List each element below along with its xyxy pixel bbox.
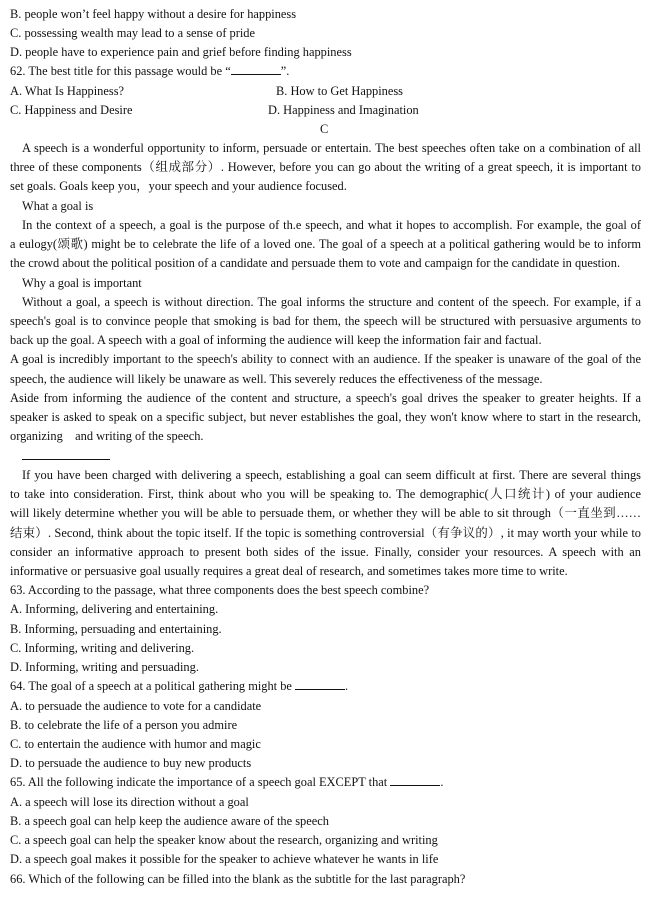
question-66: 66. Which of the following can be filled into the blank as the subtitle for the last paragraph? — [10, 872, 466, 886]
option-61-d: D. people have to experience pain and grief before finding happiness — [10, 45, 352, 59]
question-62-stem: 62. The best title for this passage would be “ — [10, 64, 231, 78]
passage-line: a eulogy(颂歌) might be to celebrate the life of a loved one. The goal of a speech at a political gathering would be to inform — [10, 237, 641, 251]
passage-line: organizing and writing of the speech. — [10, 429, 204, 443]
option-65-b: B. a speech goal can help keep the audience aware of the speech — [10, 814, 329, 828]
option-64-c: C. to entertain the audience with humor and magic — [10, 737, 261, 751]
passage-line: speaker is asked to speak on a specific subject, but never establishes the goal, they won't know where to start in the research, — [10, 410, 641, 424]
answer-blank — [231, 73, 281, 75]
passage-line: Without a goal, a speech is without direction. The goal informs the structure and content of the speech. For example, if a — [22, 295, 641, 309]
passage-line: A speech is a wonderful opportunity to inform, persuade or entertain. The best speeches often take on a combination of all — [22, 141, 641, 155]
passage-line: speech's goal is to convince people that smoking is bad for them, the speech will be structured with persuasive arguments to — [10, 314, 641, 328]
passage-line: the crowd about the political position of a candidate and persuade them to vote and campaign for the candidate in question. — [10, 256, 621, 270]
option-65-a: A. a speech will lose its direction without a goal — [10, 795, 249, 809]
passage-line: back up the goal. A speech with a goal of informing the audience will keep the information fair and factual. — [10, 333, 542, 347]
question-64-stem-end: . — [345, 679, 349, 693]
option-61-c: C. possessing wealth may lead to a sense of pride — [10, 26, 256, 40]
question-64 — [10, 677, 348, 696]
option-62-a: A. What Is Happiness? — [10, 84, 125, 98]
passage-line: set goals. Goals keep you，your speech and your audience focused. — [10, 179, 347, 193]
passage-line: consider an informative approach to present both sides of the issue. Finally, consider your resources. A speech with an — [10, 545, 641, 559]
option-63-b: B. Informing, persuading and entertaining. — [10, 622, 222, 636]
section-letter: C — [320, 122, 329, 136]
passage-line: three of these components（组成部分）. However, before you can go about the writing of a great speech, it is important to — [10, 160, 641, 174]
subtitle-blank — [22, 459, 110, 460]
option-64-d: D. to persuade the audience to buy new products — [10, 756, 252, 770]
subheading-why-a-goal-is-important: Why a goal is important — [22, 276, 142, 290]
passage-line: A goal is incredibly important to the speech's ability to connect with an audience. If the speaker is unaware of the goal of the — [10, 352, 641, 366]
question-64-stem: 64. The goal of a speech at a political gathering might be — [10, 679, 292, 693]
option-61-b: B. people won’t feel happy without a desire for happiness — [10, 7, 297, 21]
passage-line: In the context of a speech, a goal is the purpose of th.e speech, and what it hopes to accomplish. For example, the goal of — [22, 218, 641, 232]
passage-line: If you have been charged with delivering a speech, establishing a goal can seem difficult at first. There are several things — [22, 468, 641, 482]
passage-line: 结束）. Second, think about the topic itself. If the topic is something controversial（有争议的）, it may worth your while to — [10, 526, 641, 540]
question-65-stem: 65. All the following indicate the importance of a speech goal EXCEPT that — [10, 775, 388, 789]
answer-blank — [390, 784, 440, 786]
option-62-d: D. Happiness and Imagination — [268, 103, 419, 117]
passage-line: speech, the audience will likely be unaware as well. This severely reduces the effectiveness of the message. — [10, 372, 543, 386]
option-62-b: B. How to Get Happiness — [276, 84, 403, 98]
passage-line: informative or persuasive goal usually requires a great deal of research, and sometimes takes more time to write. — [10, 564, 568, 578]
option-63-d: D. Informing, writing and persuading. — [10, 660, 199, 674]
option-64-a: A. to persuade the audience to vote for a candidate — [10, 699, 262, 713]
option-63-c: C. Informing, writing and delivering. — [10, 641, 195, 655]
question-65 — [10, 773, 443, 792]
option-64-b: B. to celebrate the life of a person you admire — [10, 718, 238, 732]
option-65-c: C. a speech goal can help the speaker know about the research, organizing and writing — [10, 833, 438, 847]
passage-line: to take into consideration. First, think about who you will be speaking to. The demographic(人口统计) of your audience — [10, 487, 641, 501]
option-65-d: D. a speech goal makes it possible for the speaker to achieve whatever he wants in life — [10, 852, 439, 866]
passage-line: Aside from informing the audience of the content and structure, a speech's goal drives the speaker to greater heights. If a — [10, 391, 641, 405]
question-63: 63. According to the passage, what three components does the best speech combine? — [10, 583, 430, 597]
option-62-c: C. Happiness and Desire — [10, 103, 133, 117]
question-62-stem-end: ”. — [280, 64, 290, 78]
answer-blank — [295, 688, 345, 690]
question-62 — [10, 62, 289, 81]
question-65-stem-end: . — [440, 775, 444, 789]
passage-line: will likely determine whether you will be able to persuade them, or whether they will be able to sit through（一直坐到…… — [10, 506, 641, 520]
option-63-a: A. Informing, delivering and entertaining. — [10, 602, 219, 616]
subheading-what-a-goal-is: What a goal is — [22, 199, 94, 213]
